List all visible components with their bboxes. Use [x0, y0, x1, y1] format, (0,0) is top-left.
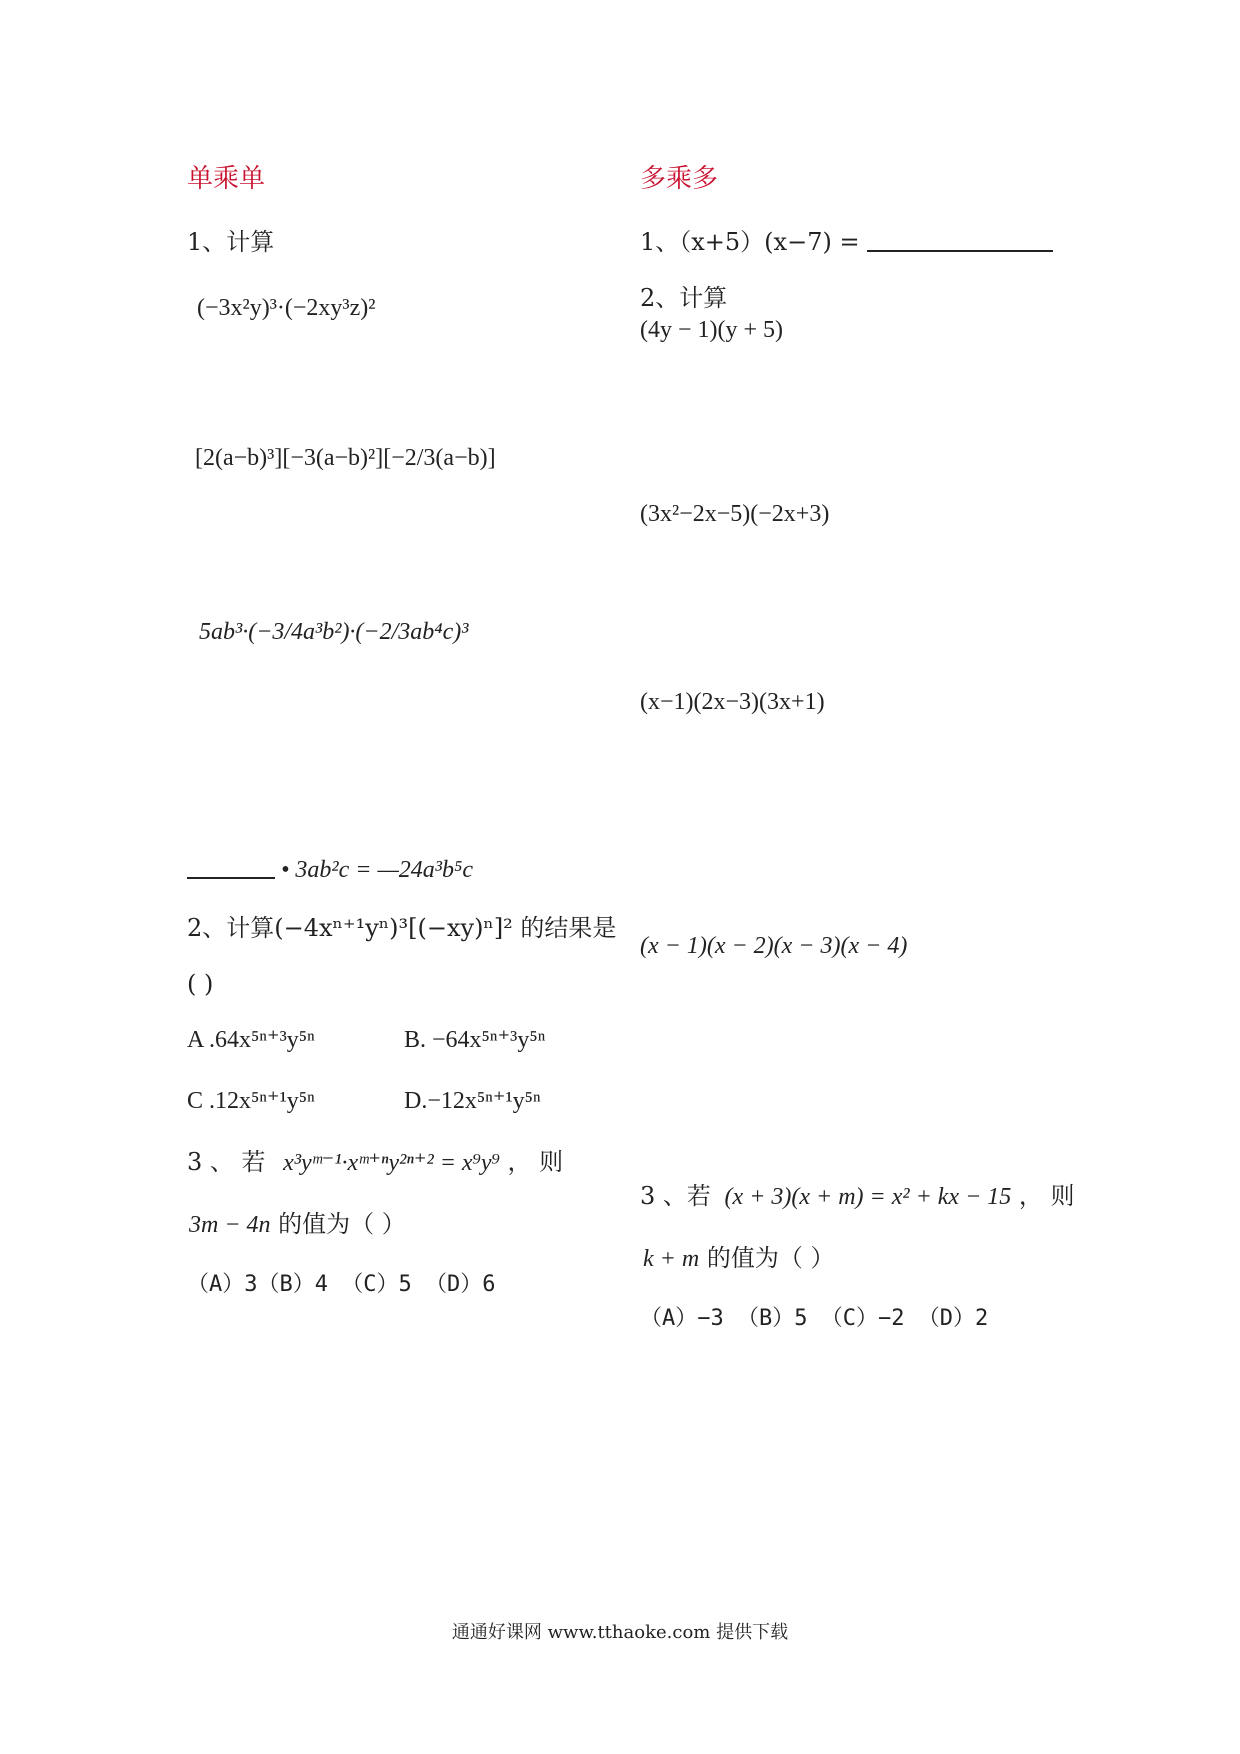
right-q2-expr-c: (x−1)(2x−3)(3x+1) — [640, 689, 825, 715]
right-q3-line2-expr: k + m — [643, 1246, 700, 1272]
right-q3-line2-text: 的值为（ ） — [706, 1244, 835, 1272]
right-q3-prefix: 3 、若 — [640, 1182, 711, 1210]
left-q3-options: （A）3（B）4 （C）5 （D）6 — [187, 1272, 496, 1297]
right-q3-options: （A）−3 （B）5 （C）−2 （D）2 — [640, 1306, 989, 1331]
left-q2-option-b: B. −64x⁵ⁿ⁺³y⁵ⁿ — [404, 1027, 546, 1053]
left-q1-blank-expr: • 3ab²c = —24a³b⁵c — [281, 857, 473, 883]
left-q2-paren: ( ) — [187, 970, 214, 998]
right-q1-text: 1、（x+5）(x−7) = — [640, 228, 860, 256]
left-q1-label: 1、计算 — [187, 228, 275, 256]
left-q1-expr-b: [2(a−b)³][−3(a−b)²][−2/3(a−b)] — [195, 445, 496, 471]
answer-blank[interactable] — [867, 250, 1053, 252]
right-q3-line1 — [640, 1182, 1075, 1212]
left-q3-prefix: 3 、 若 — [187, 1148, 266, 1176]
left-q2-option-d: D.−12x⁵ⁿ⁺¹y⁵ⁿ — [404, 1088, 541, 1114]
left-q3-equation: x³yᵐ⁻¹·xᵐ⁺ⁿy²ⁿ⁺² = x⁹y⁹ — [283, 1150, 500, 1176]
right-q1-row — [640, 228, 1053, 257]
left-q2-text: 2、计算(−4xⁿ⁺¹yⁿ)³[(−xy)ⁿ]² 的结果是 — [187, 914, 617, 942]
left-q2-option-c: C .12x⁵ⁿ⁺¹y⁵ⁿ — [187, 1088, 315, 1114]
answer-blank[interactable] — [187, 877, 275, 879]
left-q2-option-a: A .64x⁵ⁿ⁺³y⁵ⁿ — [187, 1027, 315, 1053]
left-q1-blank-row — [187, 856, 473, 885]
right-heading: 多乘多 — [640, 164, 719, 194]
right-q3-suffix: ， 则 — [1018, 1182, 1075, 1210]
right-q2-expr-a: (4y − 1)(y + 5) — [640, 317, 784, 343]
page-footer: 通通好课网 www.tthaoke.com 提供下载 — [451, 1622, 789, 1643]
right-q3-line2 — [643, 1244, 834, 1274]
left-q3-line1 — [187, 1148, 563, 1178]
left-heading: 单乘单 — [187, 164, 266, 194]
left-q3-line2-text: 的值为（ ） — [278, 1210, 406, 1238]
left-q3-suffix: ， 则 — [507, 1148, 564, 1176]
left-q3-line2-expr: 3m − 4n — [189, 1212, 271, 1238]
left-q3-line2 — [189, 1210, 406, 1240]
right-q3-equation: (x + 3)(x + m) = x² + kx − 15 — [724, 1184, 1012, 1210]
left-q1-expr-a: (−3x²y)³·(−2xy³z)² — [197, 295, 376, 321]
right-q2-label: 2、计算 — [640, 284, 728, 312]
right-q2-expr-d: (x − 1)(x − 2)(x − 3)(x − 4) — [640, 933, 908, 959]
left-q1-expr-c: 5ab³·(−3/4a³b²)·(−2/3ab⁴c)³ — [199, 619, 469, 645]
right-q2-expr-b: (3x²−2x−5)(−2x+3) — [640, 501, 830, 527]
